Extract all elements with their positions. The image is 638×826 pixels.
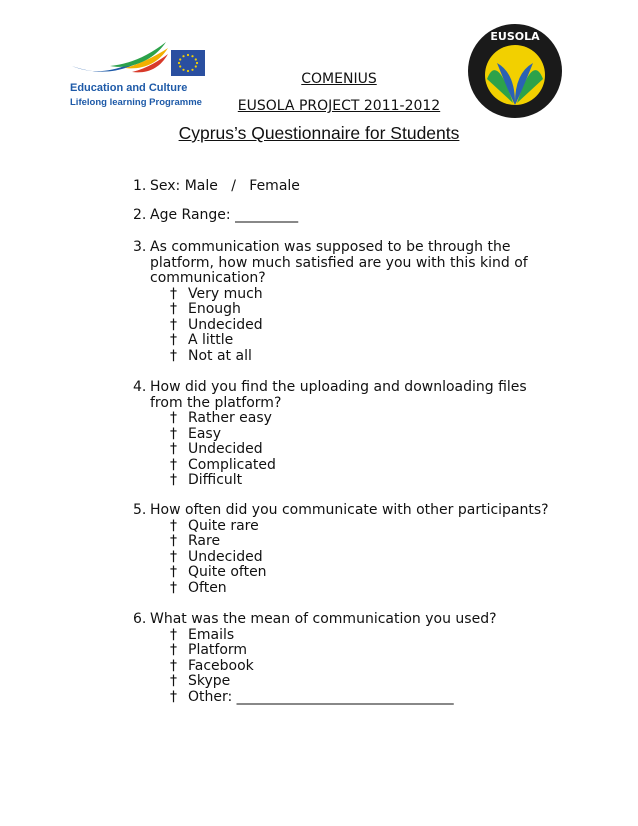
- answer-option[interactable]: [133, 550, 549, 566]
- option-label: Undecided: [188, 548, 263, 565]
- eu-logo-line1: Education and Culture: [70, 82, 188, 94]
- option-marker-icon: †: [170, 548, 177, 565]
- option-label: Easy: [188, 425, 222, 442]
- option-marker-icon: †: [170, 657, 177, 674]
- answer-option[interactable]: [133, 302, 528, 318]
- eu-logo-line2: Lifelong learning Programme: [70, 97, 202, 108]
- option-label: Platform: [188, 642, 248, 658]
- question-number: 1.: [133, 178, 147, 194]
- question-text-continued: platform, how much satisfied are you with this kind of: [150, 254, 528, 271]
- option-label: Difficult: [188, 472, 243, 488]
- answer-option[interactable]: [133, 287, 528, 303]
- answer-option[interactable]: [133, 318, 528, 334]
- question-number: 5.: [133, 502, 147, 518]
- question-2: [133, 208, 298, 224]
- option-list: [133, 287, 528, 365]
- question-6: [133, 612, 497, 705]
- option-marker-icon: †: [170, 456, 177, 473]
- option-label: Often: [188, 579, 227, 596]
- answer-option[interactable]: [133, 565, 549, 581]
- option-list: [133, 411, 527, 489]
- question-text: [133, 240, 528, 256]
- option-label: Undecided: [188, 316, 263, 333]
- option-label: Enough: [188, 301, 241, 317]
- option-list: [133, 628, 497, 706]
- answer-option[interactable]: [133, 643, 497, 659]
- question-text: [133, 208, 298, 224]
- option-marker-icon: †: [170, 533, 177, 549]
- option-marker-icon: †: [170, 347, 177, 364]
- answer-option[interactable]: [133, 581, 549, 597]
- page-title: Cyprus’s Questionnaire for Students: [178, 123, 460, 143]
- question-number: 6.: [133, 611, 147, 627]
- answer-option[interactable]: [133, 473, 527, 489]
- option-label: Rare: [188, 533, 221, 549]
- question-5: [133, 503, 549, 596]
- question-text-continued: communication?: [150, 270, 266, 286]
- option-marker-icon: †: [170, 688, 177, 705]
- option-label: Not at all: [188, 347, 252, 364]
- option-marker-icon: †: [170, 564, 177, 580]
- option-marker-icon: †: [170, 472, 177, 488]
- question-label: How did you find the uploading and downloading files: [150, 379, 527, 395]
- answer-option[interactable]: [133, 519, 549, 535]
- answer-option[interactable]: [133, 674, 497, 690]
- answer-option[interactable]: [133, 427, 527, 443]
- question-label: How often did you communicate with other participants?: [150, 502, 549, 518]
- option-label: A little: [188, 332, 234, 348]
- option-marker-icon: †: [170, 332, 177, 348]
- option-marker-icon: †: [170, 441, 177, 457]
- option-label: Undecided: [188, 441, 263, 457]
- question-1: [133, 179, 300, 195]
- option-label: Complicated: [188, 456, 276, 473]
- program-name: COMENIUS: [301, 71, 377, 87]
- question-text: [133, 503, 549, 519]
- option-label: Very much: [188, 285, 263, 302]
- option-label: Skype: [188, 673, 231, 689]
- question-text: [133, 179, 300, 195]
- option-label: Emails: [188, 626, 235, 643]
- option-marker-icon: †: [170, 425, 177, 442]
- option-marker-icon: †: [170, 410, 177, 426]
- project-name: EUSOLA PROJECT 2011-2012: [237, 98, 441, 114]
- question-label: As communication was supposed to be through the: [150, 239, 511, 255]
- question-number: 2.: [133, 207, 147, 223]
- question-text: [133, 612, 497, 628]
- answer-option[interactable]: [133, 628, 497, 644]
- option-label: Quite rare: [188, 517, 259, 534]
- question-4: [133, 380, 527, 489]
- option-label: Rather easy: [188, 410, 272, 426]
- option-label: Quite often: [188, 564, 267, 580]
- question-3: [133, 240, 528, 364]
- option-marker-icon: †: [170, 316, 177, 333]
- question-text: [133, 380, 527, 396]
- option-marker-icon: †: [170, 579, 177, 596]
- question-label: Sex: Male / Female: [150, 178, 300, 194]
- option-label: Other: _______________________________: [188, 688, 454, 705]
- answer-option[interactable]: [133, 333, 528, 349]
- option-marker-icon: †: [170, 301, 177, 317]
- answer-option[interactable]: [133, 534, 549, 550]
- option-marker-icon: †: [170, 673, 177, 689]
- question-number: 4.: [133, 379, 147, 395]
- answer-option[interactable]: [133, 442, 527, 458]
- answer-option[interactable]: [133, 659, 497, 675]
- option-marker-icon: †: [170, 517, 177, 534]
- svg-text:EUSOLA: EUSOLA: [490, 30, 540, 43]
- option-marker-icon: †: [170, 642, 177, 658]
- option-list: [133, 519, 549, 597]
- question-number: 3.: [133, 239, 147, 255]
- answer-option[interactable]: [133, 349, 528, 365]
- answer-option[interactable]: [133, 411, 527, 427]
- question-label: What was the mean of communication you used?: [150, 611, 497, 627]
- option-marker-icon: †: [170, 285, 177, 302]
- answer-option[interactable]: [133, 690, 497, 706]
- question-text-continued: from the platform?: [150, 394, 282, 411]
- question-label: Age Range: _________: [150, 207, 299, 223]
- option-label: Facebook: [188, 657, 254, 674]
- answer-option[interactable]: [133, 458, 527, 474]
- option-marker-icon: †: [170, 626, 177, 643]
